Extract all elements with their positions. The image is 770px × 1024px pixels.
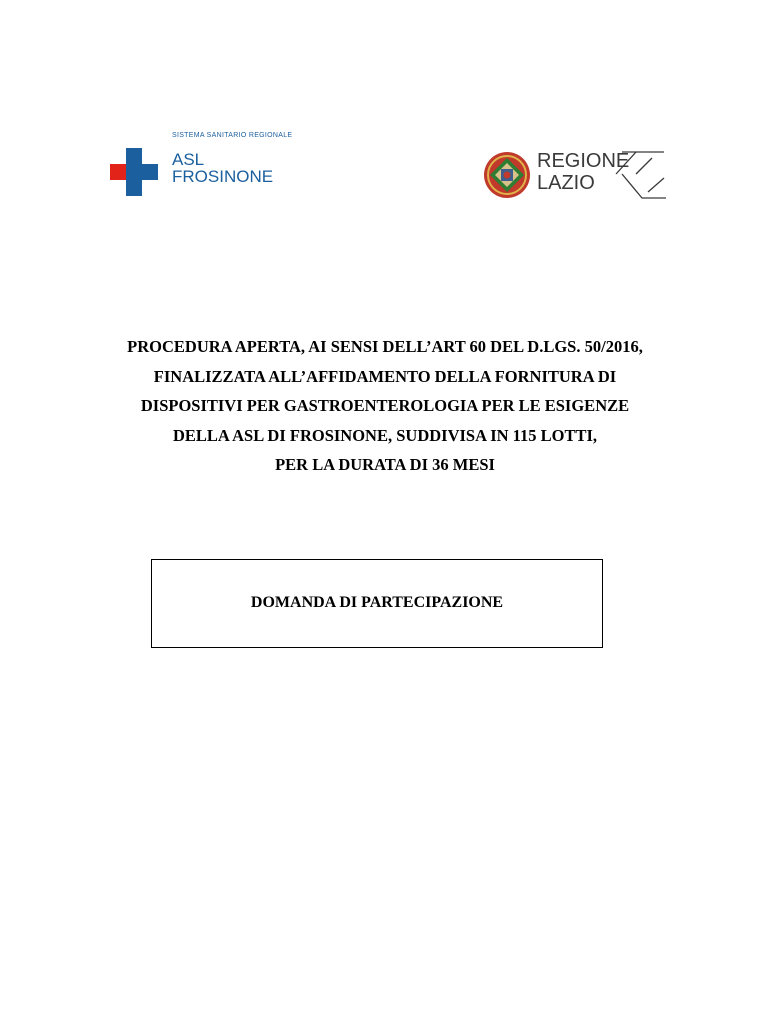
title-line: DISPOSITIVI PER GASTROENTEROLOGIA PER LE ESIGENZE xyxy=(140,396,630,415)
title-line: PROCEDURA APERTA, AI SENSI DELL’ART 60 DEL D.LGS. 50/2016, xyxy=(127,337,643,356)
regione-lazio-graphic-lines-icon xyxy=(602,148,672,202)
form-title: DOMANDA DI PARTECIPAZIONE xyxy=(250,594,504,611)
title-line: FINALIZZATA ALL’AFFIDAMENTO DELLA FORNITURA DI xyxy=(153,366,617,386)
regione-lazio-logo xyxy=(482,148,672,204)
asl-logo-line2: FROSINONE xyxy=(172,167,274,186)
regione-lazio-line2: LAZIO xyxy=(537,172,595,194)
asl-frosinone-logo xyxy=(108,132,328,196)
asl-logo-subtitle: SISTEMA SANITARIO REGIONALE xyxy=(172,132,293,139)
title-line: PER LA DURATA DI 36 MESI xyxy=(275,455,495,474)
document-title xyxy=(70,332,700,480)
title-line: DELLA ASL DI FROSINONE, SUDDIVISA IN 115 LOTTI, xyxy=(172,425,598,445)
regione-lazio-emblem-icon xyxy=(482,150,532,200)
asl-logo-line1: ASL xyxy=(172,150,205,169)
asl-logo-name xyxy=(172,151,273,185)
asl-cross-icon xyxy=(110,148,158,196)
form-title-box xyxy=(151,559,603,648)
regione-lazio-line1: REGIONE xyxy=(537,150,630,172)
